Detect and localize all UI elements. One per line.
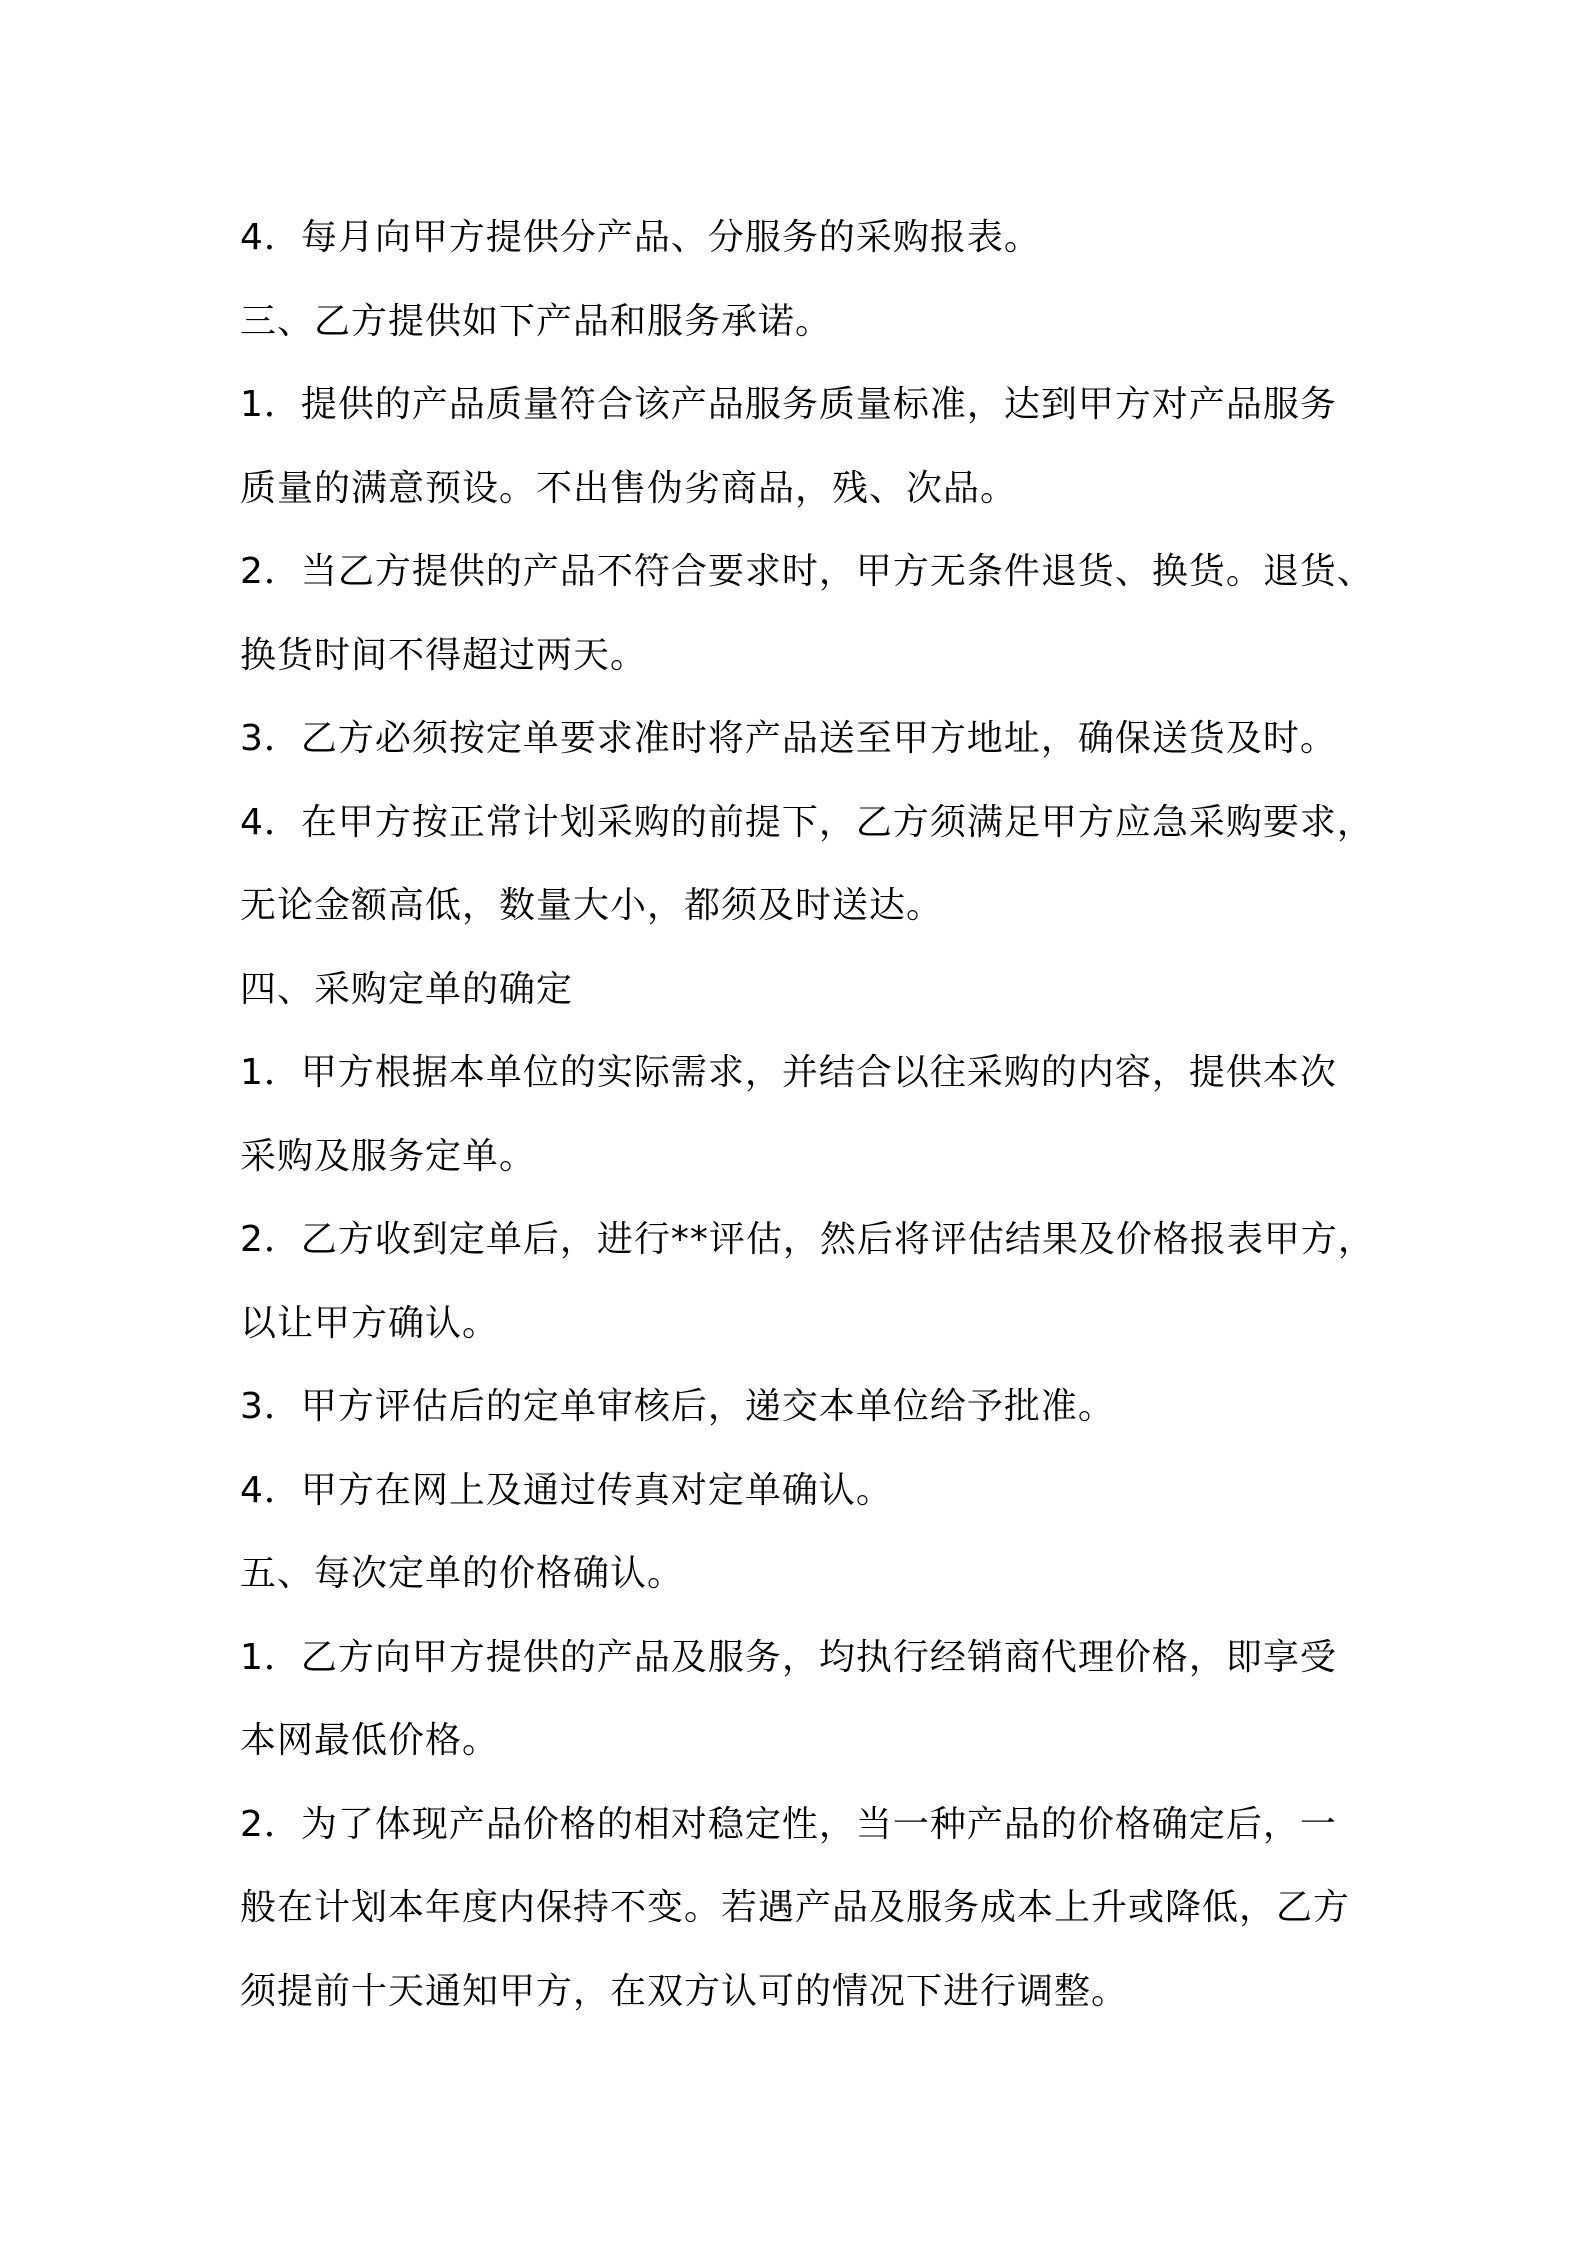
clause-4-monthly-report: 4．每月向甲方提供分产品、分服务的采购报表。 (240, 217, 1041, 258)
clause-3-4-line-1: 4．在甲方按正常计划采购的前提下，乙方须满足甲方应急采购要求， (240, 801, 1374, 843)
section-4-heading: 四、采购定单的确定 (240, 968, 574, 1010)
clause-4-4: 4．甲方在网上及通过传真对定单确认。 (240, 1469, 893, 1511)
clause-4-1-line-1: 1．甲方根据本单位的实际需求，并结合以往采购的内容，提供本次 (240, 1052, 1337, 1093)
clause-3-2-line-1: 2．当乙方提供的产品不符合要求时，甲方无条件退货、换货。退货、 (240, 551, 1374, 592)
section-3-heading: 三、乙方提供如下产品和服务承诺。 (240, 300, 833, 342)
document-body (240, 196, 1380, 2033)
clause-4-3: 3．甲方评估后的定单审核后，递交本单位给予批准。 (240, 1386, 1115, 1427)
clause-4-2-line-1: 2．乙方收到定单后，进行**评估，然后将评估结果及价格报表甲方， (240, 1219, 1375, 1260)
clause-3-3: 3．乙方必须按定单要求准时将产品送至甲方地址，确保送货及时。 (240, 718, 1337, 759)
clause-4-1-line-2: 采购及服务定单。 (240, 1135, 537, 1177)
clause-5-2-line-1: 2．为了体现产品价格的相对稳定性，当一种产品的价格确定后，一 (240, 1803, 1337, 1845)
clause-3-1-line-2: 质量的满意预设。不出售伪劣商品，残、次品。 (240, 467, 1018, 509)
clause-3-4-line-2: 无论金额高低，数量大小，都须及时送达。 (240, 885, 944, 926)
section-5-heading: 五、每次定单的价格确认。 (240, 1553, 685, 1594)
clause-5-1-line-1: 1．乙方向甲方提供的产品及服务，均执行经销商代理价格，即享受 (240, 1636, 1337, 1678)
clause-5-1-line-2: 本网最低价格。 (240, 1720, 500, 1761)
clause-3-1-line-1: 1．提供的产品质量符合该产品服务质量标准，达到甲方对产品服务 (240, 384, 1337, 425)
clause-5-2-line-3: 须提前十天通知甲方，在双方认可的情况下进行调整。 (240, 1970, 1129, 2012)
clause-3-2-line-2: 换货时间不得超过两天。 (240, 634, 648, 676)
clause-4-2-line-2: 以让甲方确认。 (240, 1302, 500, 1344)
clause-5-2-line-2: 般在计划本年度内保持不变。若遇产品及服务成本上升或降低，乙方 (240, 1887, 1351, 1928)
